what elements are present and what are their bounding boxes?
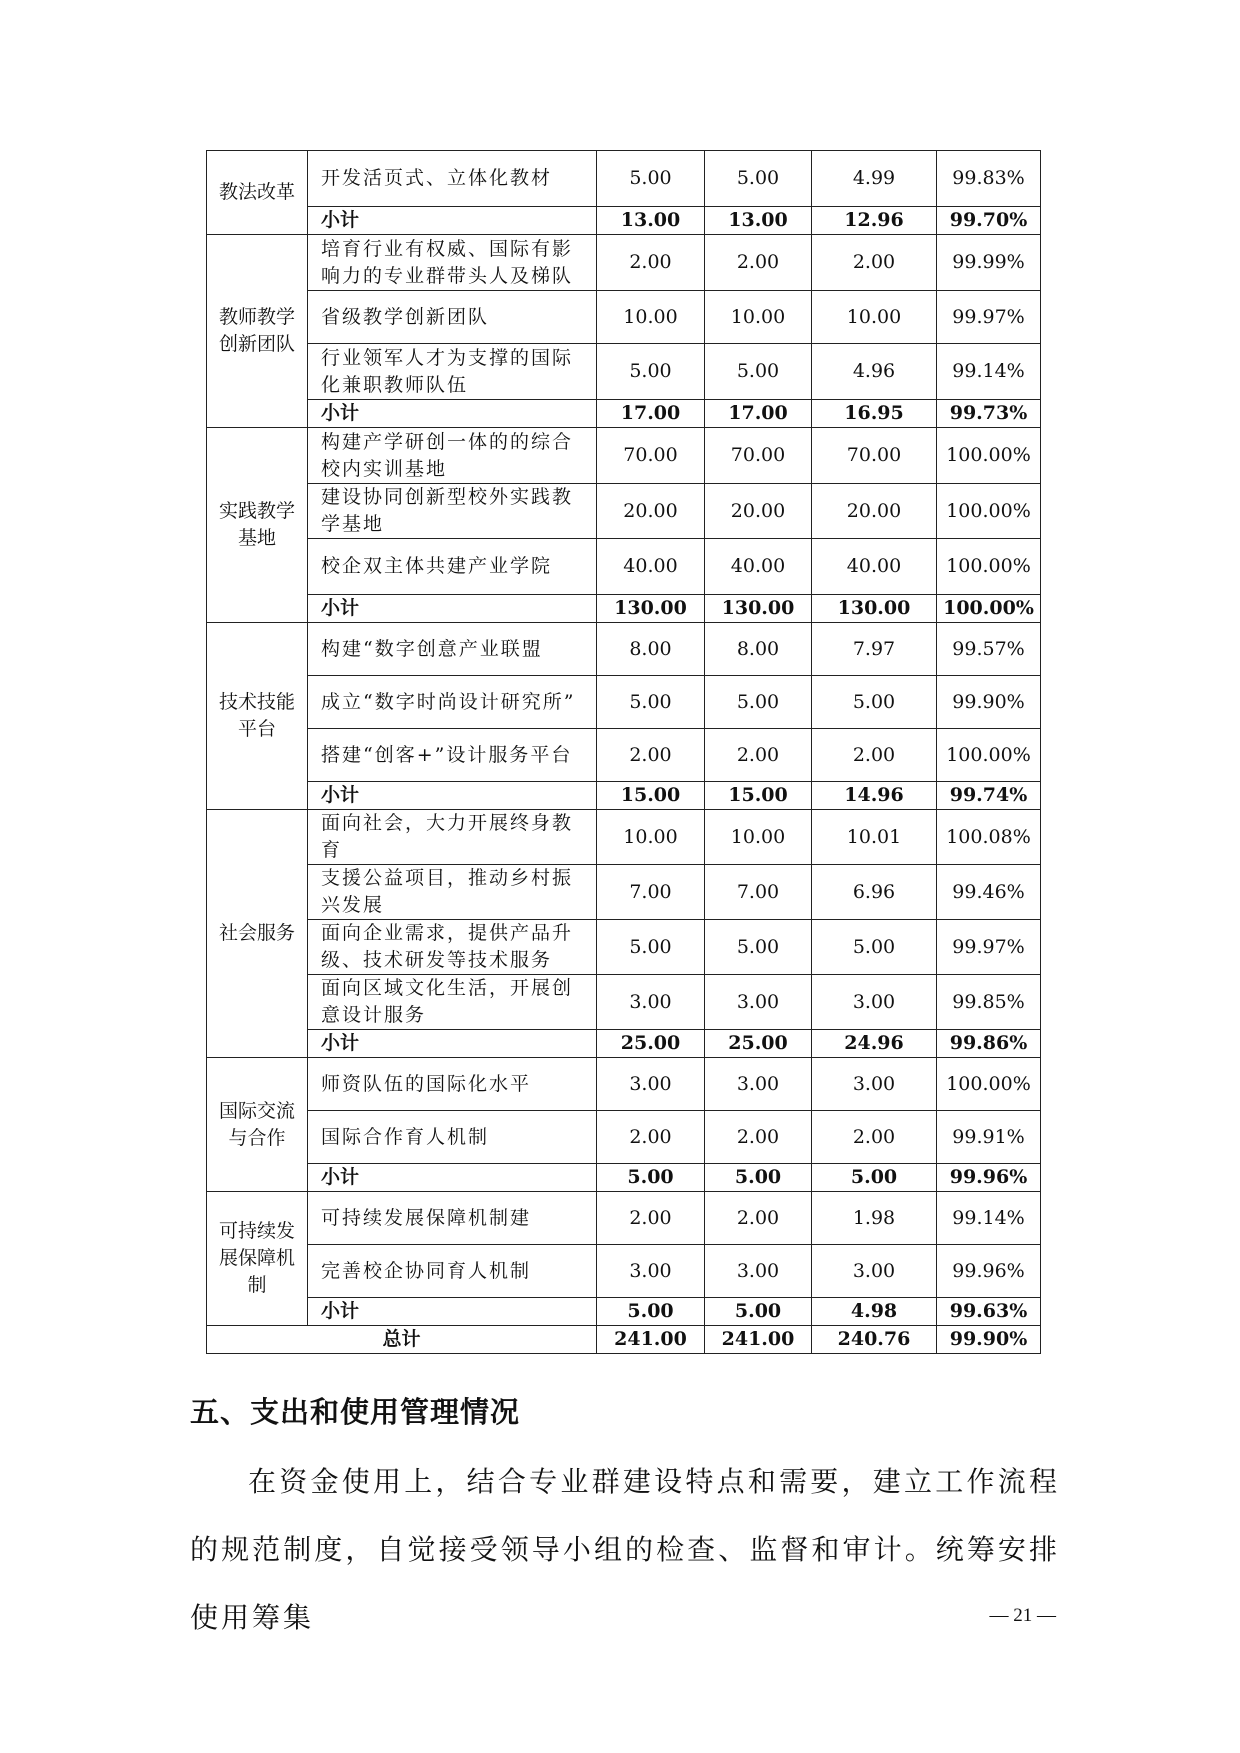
table-row [207, 1058, 1041, 1111]
value-cell: 7.00 [705, 865, 812, 920]
value-cell: 99.91% [937, 1111, 1041, 1164]
value-cell: 5.00 [597, 344, 705, 400]
value-cell: 2.00 [597, 1192, 705, 1245]
subtotal-value: 99.63% [937, 1298, 1041, 1326]
value-cell: 10.00 [705, 291, 812, 344]
value-cell: 2.00 [812, 729, 937, 782]
table-row [207, 865, 1041, 920]
subtotal-label: 小计 [308, 782, 597, 810]
subtotal-value: 17.00 [705, 400, 812, 428]
page-number: — 21 — [989, 1605, 1056, 1626]
subtotal-value: 130.00 [705, 595, 812, 623]
value-cell: 7.00 [597, 865, 705, 920]
value-cell: 2.00 [705, 729, 812, 782]
subtotal-row [207, 207, 1041, 235]
total-value: 241.00 [705, 1326, 812, 1354]
table-row [207, 623, 1041, 676]
value-cell: 99.96% [937, 1245, 1041, 1298]
value-cell: 99.90% [937, 676, 1041, 729]
value-cell: 40.00 [597, 539, 705, 595]
category-cell: 社会服务 [207, 810, 308, 1058]
subtotal-value: 5.00 [812, 1164, 937, 1192]
value-cell: 2.00 [597, 729, 705, 782]
value-cell: 1.98 [812, 1192, 937, 1245]
value-cell: 7.97 [812, 623, 937, 676]
subtotal-value: 100.00% [937, 595, 1041, 623]
subtotal-row [207, 1030, 1041, 1058]
value-cell: 99.83% [937, 151, 1041, 207]
category-cell: 技术技能平台 [207, 623, 308, 810]
subtotal-value: 13.00 [597, 207, 705, 235]
section-heading: 五、支出和使用管理情况 [190, 1395, 521, 1429]
item-cell: 校企双主体共建产业学院 [308, 539, 597, 595]
value-cell: 4.99 [812, 151, 937, 207]
subtotal-value: 15.00 [597, 782, 705, 810]
subtotal-value: 5.00 [705, 1164, 812, 1192]
value-cell: 100.00% [937, 428, 1041, 484]
value-cell: 2.00 [812, 235, 937, 291]
value-cell: 99.85% [937, 975, 1041, 1030]
subtotal-value: 17.00 [597, 400, 705, 428]
value-cell: 99.14% [937, 344, 1041, 400]
item-cell: 面向社会，大力开展终身教育 [308, 810, 597, 865]
table-row [207, 975, 1041, 1030]
value-cell: 3.00 [705, 1245, 812, 1298]
value-cell: 6.96 [812, 865, 937, 920]
subtotal-row [207, 782, 1041, 810]
value-cell: 2.00 [705, 1111, 812, 1164]
value-cell: 10.00 [597, 810, 705, 865]
table-row [207, 676, 1041, 729]
value-cell: 99.99% [937, 235, 1041, 291]
item-cell: 建设协同创新型校外实践教学基地 [308, 484, 597, 539]
subtotal-label: 小计 [308, 207, 597, 235]
subtotal-value: 14.96 [812, 782, 937, 810]
subtotal-value: 99.86% [937, 1030, 1041, 1058]
item-cell: 开发活页式、立体化教材 [308, 151, 597, 207]
item-cell: 培育行业有权威、国际有影响力的专业群带头人及梯队 [308, 235, 597, 291]
subtotal-label: 小计 [308, 1030, 597, 1058]
table-row [207, 810, 1041, 865]
item-cell: 支援公益项目，推动乡村振兴发展 [308, 865, 597, 920]
subtotal-value: 15.00 [705, 782, 812, 810]
value-cell: 100.00% [937, 539, 1041, 595]
subtotal-value: 24.96 [812, 1030, 937, 1058]
value-cell: 8.00 [597, 623, 705, 676]
item-cell: 完善校企协同育人机制 [308, 1245, 597, 1298]
value-cell: 5.00 [812, 920, 937, 975]
budget-execution-table [206, 150, 1041, 1354]
value-cell: 3.00 [597, 1058, 705, 1111]
table-row [207, 235, 1041, 291]
item-cell: 成立“数字时尚设计研究所” [308, 676, 597, 729]
subtotal-value: 130.00 [812, 595, 937, 623]
subtotal-value: 99.73% [937, 400, 1041, 428]
subtotal-value: 99.70% [937, 207, 1041, 235]
item-cell: 行业领军人才为支撑的国际化兼职教师队伍 [308, 344, 597, 400]
subtotal-value: 5.00 [597, 1164, 705, 1192]
value-cell: 5.00 [597, 920, 705, 975]
table-row [207, 291, 1041, 344]
category-cell: 可持续发展保障机制 [207, 1192, 308, 1326]
value-cell: 100.00% [937, 729, 1041, 782]
value-cell: 3.00 [705, 975, 812, 1030]
table-row [207, 151, 1041, 207]
total-label: 总计 [207, 1326, 597, 1354]
category-cell: 国际交流与合作 [207, 1058, 308, 1192]
total-value: 240.76 [812, 1326, 937, 1354]
value-cell: 10.00 [705, 810, 812, 865]
subtotal-value: 16.95 [812, 400, 937, 428]
value-cell: 5.00 [597, 676, 705, 729]
value-cell: 8.00 [705, 623, 812, 676]
table-row [207, 1245, 1041, 1298]
item-cell: 面向区域文化生活，开展创意设计服务 [308, 975, 597, 1030]
subtotal-value: 25.00 [705, 1030, 812, 1058]
subtotal-value: 99.74% [937, 782, 1041, 810]
value-cell: 3.00 [812, 1058, 937, 1111]
subtotal-value: 4.98 [812, 1298, 937, 1326]
value-cell: 99.97% [937, 291, 1041, 344]
value-cell: 3.00 [812, 1245, 937, 1298]
value-cell: 70.00 [705, 428, 812, 484]
item-cell: 师资队伍的国际化水平 [308, 1058, 597, 1111]
value-cell: 2.00 [597, 235, 705, 291]
subtotal-row [207, 595, 1041, 623]
item-cell: 构建“数字创意产业联盟 [308, 623, 597, 676]
subtotal-label: 小计 [308, 1164, 597, 1192]
subtotal-value: 25.00 [597, 1030, 705, 1058]
table-row [207, 344, 1041, 400]
value-cell: 3.00 [705, 1058, 812, 1111]
value-cell: 2.00 [705, 235, 812, 291]
value-cell: 10.00 [597, 291, 705, 344]
item-cell: 搭建“创客+”设计服务平台 [308, 729, 597, 782]
table-row [207, 729, 1041, 782]
value-cell: 99.14% [937, 1192, 1041, 1245]
table-row [207, 1192, 1041, 1245]
value-cell: 20.00 [705, 484, 812, 539]
category-cell: 实践教学基地 [207, 428, 308, 623]
value-cell: 2.00 [597, 1111, 705, 1164]
table-row [207, 428, 1041, 484]
subtotal-value: 5.00 [597, 1298, 705, 1326]
value-cell: 100.08% [937, 810, 1041, 865]
value-cell: 5.00 [705, 344, 812, 400]
value-cell: 99.57% [937, 623, 1041, 676]
subtotal-value: 5.00 [705, 1298, 812, 1326]
value-cell: 20.00 [812, 484, 937, 539]
subtotal-value: 99.96% [937, 1164, 1041, 1192]
body-paragraph: 在资金使用上，结合专业群建设特点和需要，建立工作流程的规范制度，自觉接受领导小组的检查、监督和审计。统筹安排使用筹集 [190, 1465, 1060, 1634]
value-cell: 70.00 [812, 428, 937, 484]
table-row [207, 539, 1041, 595]
value-cell: 2.00 [705, 1192, 812, 1245]
subtotal-value: 13.00 [705, 207, 812, 235]
subtotal-row [207, 1298, 1041, 1326]
category-cell: 教师教学创新团队 [207, 235, 308, 428]
item-cell: 国际合作育人机制 [308, 1111, 597, 1164]
item-cell: 面向企业需求，提供产品升级、技术研发等技术服务 [308, 920, 597, 975]
value-cell: 5.00 [597, 151, 705, 207]
total-row [207, 1326, 1041, 1354]
value-cell: 2.00 [812, 1111, 937, 1164]
table-row [207, 920, 1041, 975]
value-cell: 5.00 [705, 151, 812, 207]
total-value: 99.90% [937, 1326, 1041, 1354]
value-cell: 40.00 [705, 539, 812, 595]
subtotal-value: 12.96 [812, 207, 937, 235]
subtotal-row [207, 400, 1041, 428]
subtotal-value: 130.00 [597, 595, 705, 623]
value-cell: 5.00 [812, 676, 937, 729]
value-cell: 99.97% [937, 920, 1041, 975]
value-cell: 3.00 [597, 975, 705, 1030]
value-cell: 70.00 [597, 428, 705, 484]
value-cell: 3.00 [597, 1245, 705, 1298]
value-cell: 10.00 [812, 291, 937, 344]
category-cell: 教法改革 [207, 151, 308, 235]
value-cell: 5.00 [705, 676, 812, 729]
item-cell: 可持续发展保障机制建 [308, 1192, 597, 1245]
subtotal-label: 小计 [308, 595, 597, 623]
value-cell: 10.01 [812, 810, 937, 865]
table-body [207, 151, 1041, 1354]
value-cell: 3.00 [812, 975, 937, 1030]
value-cell: 5.00 [705, 920, 812, 975]
item-cell: 省级教学创新团队 [308, 291, 597, 344]
value-cell: 40.00 [812, 539, 937, 595]
item-cell: 构建产学研创一体的的综合校内实训基地 [308, 428, 597, 484]
subtotal-row [207, 1164, 1041, 1192]
table-row [207, 484, 1041, 539]
value-cell: 99.46% [937, 865, 1041, 920]
value-cell: 4.96 [812, 344, 937, 400]
value-cell: 100.00% [937, 484, 1041, 539]
table-row [207, 1111, 1041, 1164]
value-cell: 20.00 [597, 484, 705, 539]
total-value: 241.00 [597, 1326, 705, 1354]
value-cell: 100.00% [937, 1058, 1041, 1111]
subtotal-label: 小计 [308, 400, 597, 428]
subtotal-label: 小计 [308, 1298, 597, 1326]
